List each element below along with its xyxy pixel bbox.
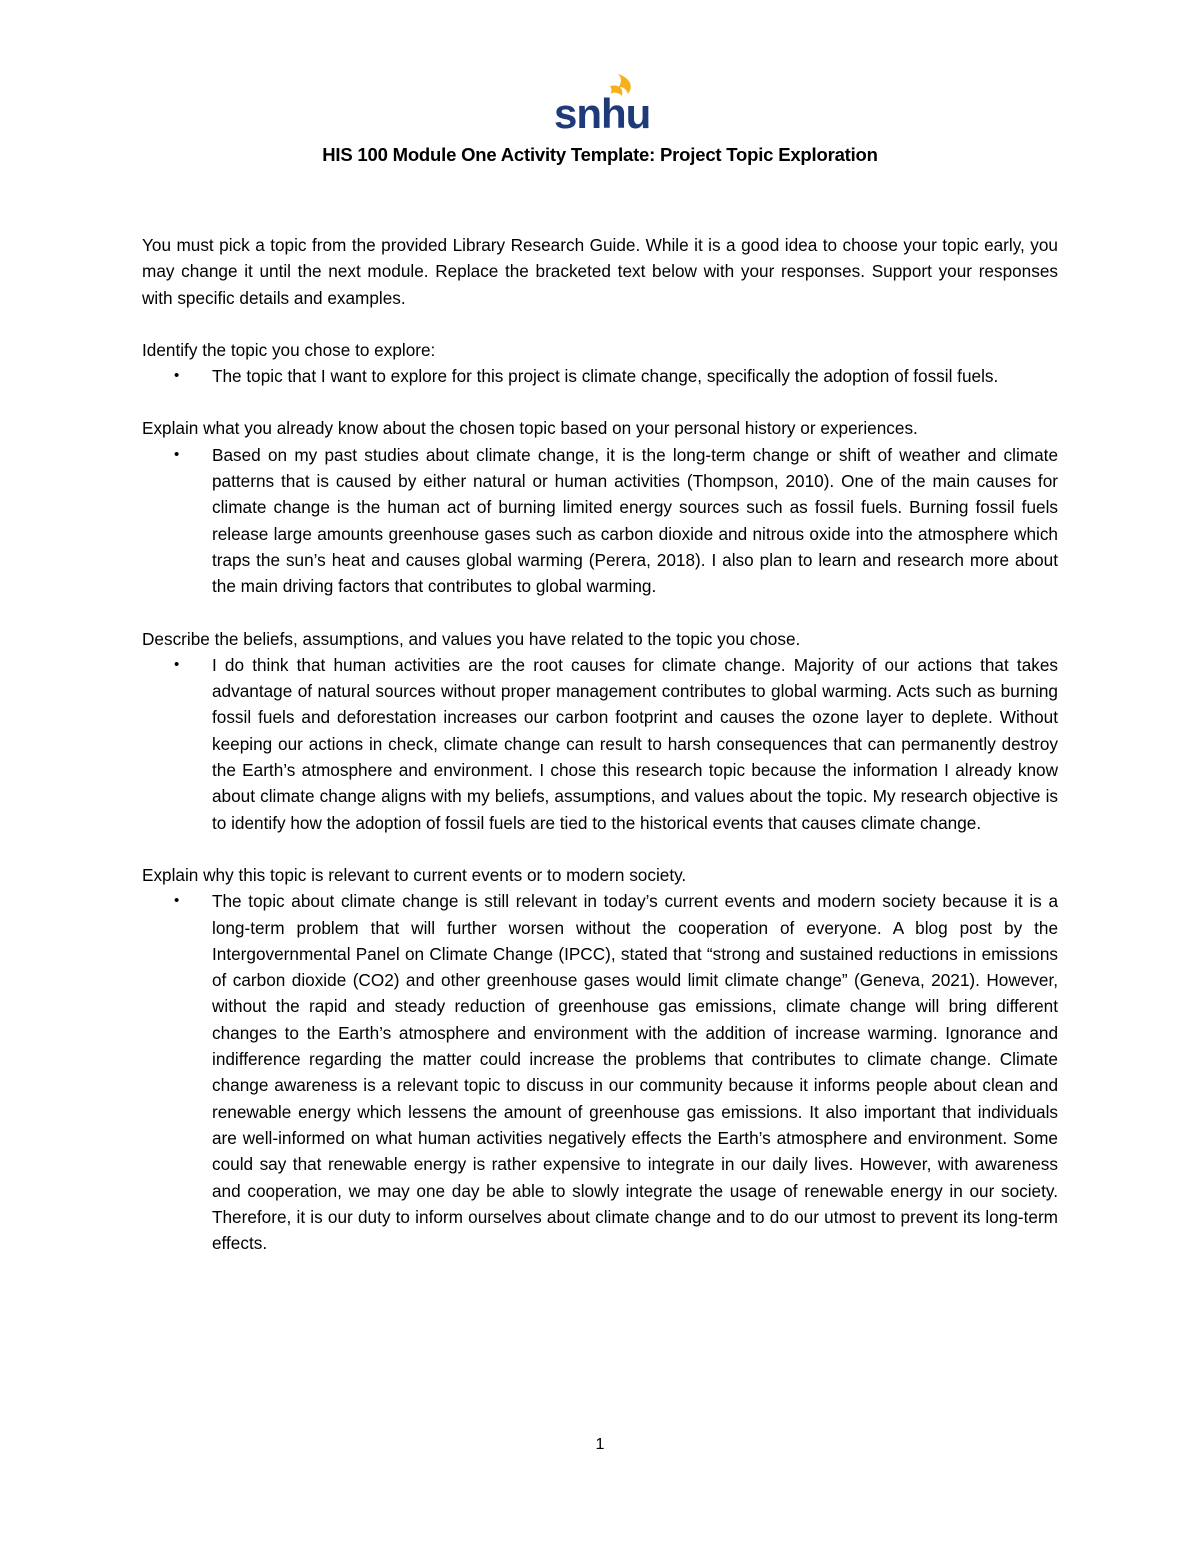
section-answer <box>142 442 1058 600</box>
answer-text: The topic about climate change is still relevant in today’s current events and modern society because it is a long-term problem that will further worsen without the cooperation of everyone. A blog post by the Intergovernmental Panel on Climate Change (IPCC), stated that “strong and sustained reductions in emissions of carbon dioxide (CO2) and other greenhouse gases would limit climate change” (Geneva, 2021). However, without the rapid and steady reduction of greenhouse gas emissions, climate change will bring different changes to the Earth’s atmosphere and environment with the addition of increase warming. Ignorance and indifference regarding the matter could increase the problems that contributes to climate change. Climate change awareness is a relevant topic to discuss in our community because it informs people about clean and renewable energy which lessens the amount of greenhouse gas emissions. It also important that individuals are well-informed on what human activities negatively effects the Earth’s atmosphere and environment. Some could say that renewable energy is rather expensive to integrate in our daily lives. However, with awareness and cooperation, we may one day be able to slowly integrate the usage of renewable energy in our society. Therefore, it is our duty to inform ourselves about climate change and to do our utmost to prevent its long-term effects. <box>212 891 1058 1254</box>
document-title: HIS 100 Module One Activity Template: Project Topic Exploration <box>322 144 878 165</box>
section-answer <box>142 652 1058 836</box>
section-prompt: Identify the topic you chose to explore: <box>142 339 436 360</box>
answer-text: I do think that human activities are the root causes for climate change. Majority of our actions that takes advantage of natural sources without proper management contributes to global warming. Acts such as burning fossil fuels and deforestation increases our carbon footprint and causes the ozone layer to deplete. Without keeping our actions in check, climate change can result to harsh consequences that can permanently destroy the Earth’s atmosphere and environment. I chose this research topic because the information I already know about climate change aligns with my beliefs, assumptions, and values about the topic. My research objective is to identify how the adoption of fossil fuels are tied to the historical events that causes climate change. <box>212 654 1058 833</box>
section-prompt: Explain why this topic is relevant to current events or to modern society. <box>142 864 687 885</box>
section-prompt: Explain what you already know about the chosen topic based on your personal history or experiences. <box>142 418 918 439</box>
section-prior-knowledge <box>142 415 1058 599</box>
answer-text: Based on my past studies about climate change, it is the long-term change or shift of weather and climate patterns that is caused by either natural or human activities (Thompson, 2010). One of the main causes for climate change is the human act of burning limited energy sources such as fossil fuels. Burning fossil fuels release large amounts greenhouse gases such as carbon dioxide and nitrous oxide into the atmosphere which traps the sun’s heat and causes global warming (Perera, 2018). I also plan to learn and research more about the main driving factors that contributes to global warming. <box>212 444 1058 597</box>
logo-wordmark: snhu <box>554 90 651 137</box>
document-body <box>142 232 1058 1282</box>
bullet-icon: • <box>174 445 180 463</box>
section-topic <box>142 337 1058 390</box>
snhu-logo <box>552 72 651 137</box>
intro-paragraph: You must pick a topic from the provided Library Research Guide. While it is a good idea to choose your topic early, you may change it until the next module. Replace the bracketed text below with your responses. Support your responses with specific details and examples. <box>142 235 1058 308</box>
bullet-icon: • <box>174 655 180 673</box>
section-answer <box>142 888 1058 1256</box>
section-answer <box>142 363 1058 389</box>
section-beliefs <box>142 626 1058 836</box>
section-prompt: Describe the beliefs, assumptions, and values you have related to the topic you chose. <box>142 628 801 649</box>
section-relevance <box>142 862 1058 1256</box>
page-number: 1 <box>595 1436 605 1453</box>
bullet-icon: • <box>174 892 180 910</box>
answer-text: The topic that I want to explore for this project is climate change, specifically the adoption of fossil fuels. <box>212 366 999 387</box>
bullet-icon: • <box>174 367 180 385</box>
